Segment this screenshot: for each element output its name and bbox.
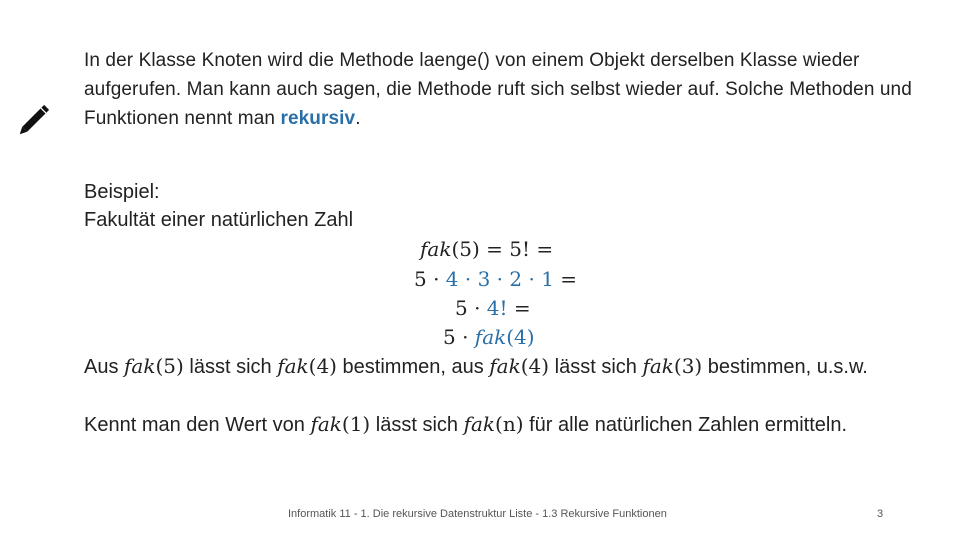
p1-text-1: Aus xyxy=(84,356,125,378)
p2-arg-1: (1) xyxy=(341,412,371,436)
paragraph-recursion xyxy=(84,352,924,382)
pencil-icon xyxy=(16,98,56,138)
p2-fak-1: fak xyxy=(310,412,342,436)
p2-fak-2: fak xyxy=(463,412,496,436)
p1-arg-3: (4) xyxy=(520,354,550,378)
eq3-post: = xyxy=(507,296,531,320)
p1-arg-1: (5) xyxy=(155,354,184,378)
eq4-arg: (4) xyxy=(506,325,535,349)
intro-end: . xyxy=(355,108,361,129)
eq4-fak: fak xyxy=(474,325,507,349)
p1-text-5: bestimmen, u.s.w. xyxy=(702,356,868,378)
example-title: Fakultät einer natürlichen Zahl xyxy=(84,209,354,231)
eq1-rest: (5) = 5! = xyxy=(451,237,554,261)
p1-math-1 xyxy=(124,354,184,378)
p1-arg-4: (3) xyxy=(673,354,703,378)
equation-line-4 xyxy=(443,322,535,352)
p2-math-1 xyxy=(310,412,370,436)
p1-fak-4: fak xyxy=(642,354,674,378)
p1-fak-2: fak xyxy=(277,354,309,378)
equation-line-2 xyxy=(414,264,577,294)
p1-fak-1: fak xyxy=(124,354,156,378)
p2-text-1: Kennt man den Wert von xyxy=(84,414,311,436)
p1-arg-2: (4) xyxy=(308,354,337,378)
p1-fak-3: fak xyxy=(489,354,521,378)
keyword-rekursiv: rekursiv xyxy=(280,108,356,129)
eq2-blue: 4 · 3 · 2 · 1 xyxy=(445,267,554,291)
p1-math-2 xyxy=(277,354,337,378)
equation-line-3 xyxy=(455,293,531,323)
p2-arg-2: (n) xyxy=(495,412,524,436)
eq1-fak: fak xyxy=(420,237,452,261)
eq4-pre: 5 · xyxy=(443,325,475,349)
footer-text: Informatik 11 - 1. Die rekursive Datenstruktur Liste - 1.3 Rekursive Funktionen xyxy=(288,508,667,520)
intro-text: In der Klasse Knoten wird die Methode laenge() von einem Objekt derselben Klasse wieder aufgerufen. Man kann auch sagen, die Methode ruft sich selbst wieder auf. Solche Methoden und Funktionen nennt man xyxy=(84,50,912,129)
intro-paragraph xyxy=(84,46,924,133)
eq2-pre: 5 · xyxy=(414,267,446,291)
eq3-pre: 5 · xyxy=(455,296,487,320)
p2-math-2 xyxy=(464,412,524,436)
p1-text-4: lässt sich xyxy=(549,356,643,378)
example-label: Beispiel: xyxy=(84,181,160,203)
p2-text-3: für alle natürlichen Zahlen ermitteln. xyxy=(523,414,848,436)
p2-text-2: lässt sich xyxy=(370,414,464,436)
p1-text-2: lässt sich xyxy=(183,356,278,378)
p1-math-4 xyxy=(642,354,702,378)
p1-math-3 xyxy=(489,354,549,378)
eq3-blue: 4! xyxy=(486,296,508,320)
eq2-post: = xyxy=(553,267,578,291)
page-number: 3 xyxy=(877,508,884,520)
equation-line-1 xyxy=(420,234,553,264)
paragraph-conclusion xyxy=(84,410,924,440)
p1-text-3: bestimmen, aus xyxy=(336,356,490,378)
